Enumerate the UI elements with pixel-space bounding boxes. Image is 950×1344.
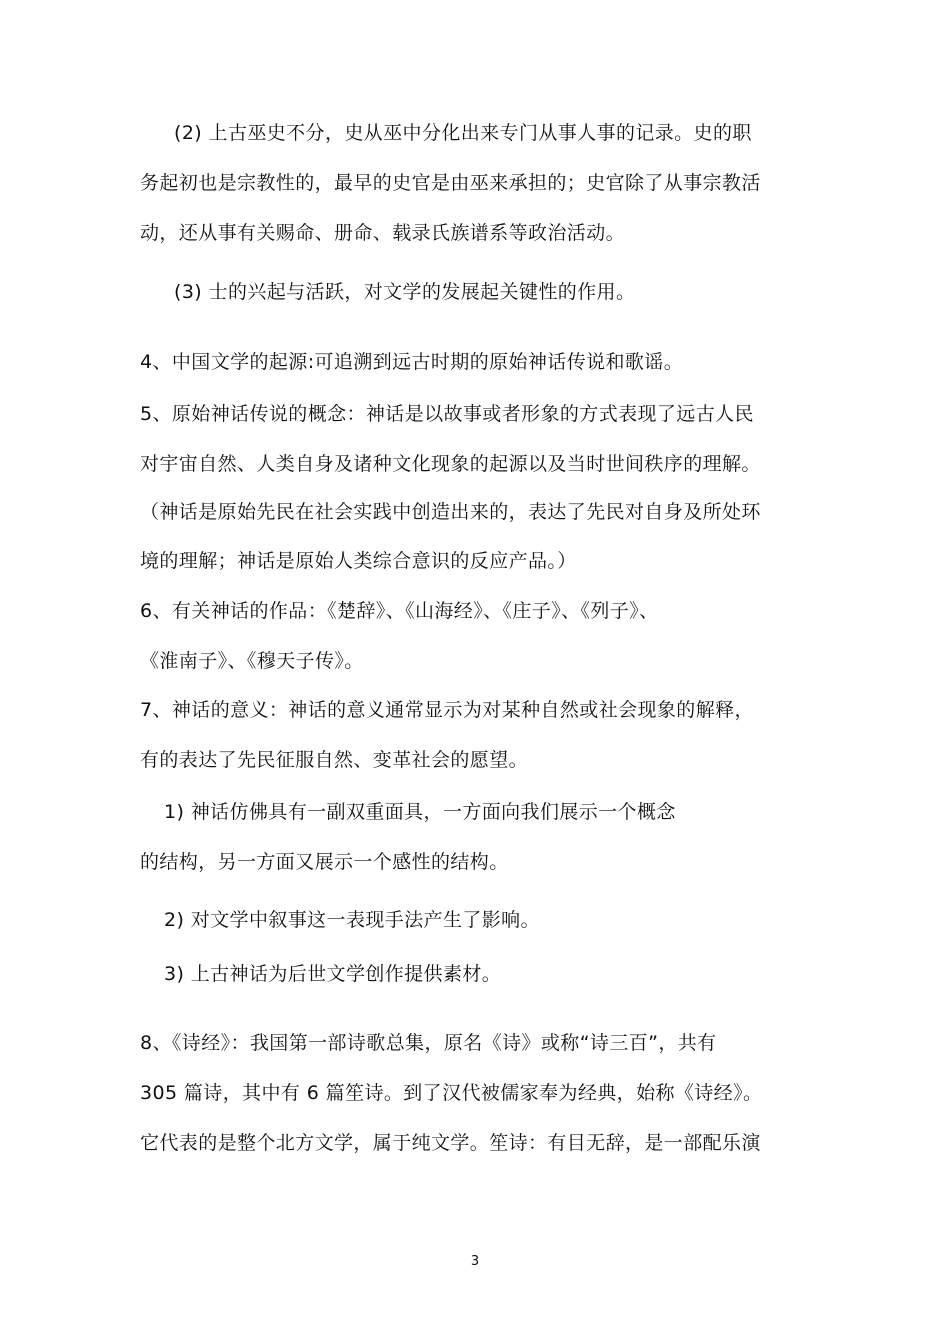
paragraph-line: （神话是原始先民在社会实践中创造出来的，表达了先民对自身及所处环 bbox=[140, 501, 761, 523]
paragraph-line: 4、中国文学的起源:可追溯到远古时期的原始神话传说和歌谣。 bbox=[140, 351, 684, 373]
paragraph-line: 它代表的是整个北方文学，属于纯文学。笙诗：有目无辞，是一部配乐演 bbox=[140, 1132, 761, 1154]
paragraph-line: 《淮南子》、《穆天子传》。 bbox=[140, 650, 364, 672]
list-item: 3) 上古神话为后世文学创作提供素材。 bbox=[164, 963, 502, 985]
paragraph-line: 7、神话的意义：神话的意义通常显示为对某种自然或社会现象的解释， bbox=[140, 699, 754, 721]
paragraph-line: 有的表达了先民征服自然、变革社会的愿望。 bbox=[140, 749, 529, 771]
paragraph-line: (2) 上古巫史不分，史从巫中分化出来专门从事人事的记录。史的职 bbox=[174, 122, 752, 144]
paragraph-line: 的结构，另一方面又展示一个感性的结构。 bbox=[140, 851, 509, 873]
paragraph-line: 5、原始神话传说的概念：神话是以故事或者形象的方式表现了远古人民 bbox=[140, 403, 754, 425]
paragraph-line: 务起初也是宗教性的，最早的史官是由巫来承担的；史官除了从事宗教活 bbox=[140, 172, 761, 194]
list-item: 1) 神话仿佛具有一副双重面具，一方面向我们展示一个概念 bbox=[164, 801, 676, 823]
paragraph-line: 8、《诗经》：我国第一部诗歌总集，原名《诗》或称“诗三百”，共有 bbox=[140, 1032, 717, 1054]
paragraph-line: 境的理解；神话是原始人类综合意识的反应产品。） bbox=[140, 550, 577, 572]
paragraph-line: 6、有关神话的作品：《楚辞》、《山海经》、《庄子》、《列子》、 bbox=[140, 600, 659, 622]
list-item: 2) 对文学中叙事这一表现手法产生了影响。 bbox=[164, 909, 540, 931]
paragraph-line: 动，还从事有关赐命、册命、载录氏族谱系等政治活动。 bbox=[140, 222, 626, 244]
paragraph-line: 305 篇诗，其中有 6 篇笙诗。到了汉代被儒家奉为经典，始称《诗经》。 bbox=[140, 1082, 763, 1104]
paragraph-line: (3) 士的兴起与活跃，对文学的发展起关键性的作用。 bbox=[174, 281, 636, 303]
paragraph-line: 对宇宙自然、人类自身及诸种文化现象的起源以及当时世间秩序的理解。 bbox=[140, 453, 761, 475]
page-number: 3 bbox=[470, 1254, 480, 1269]
